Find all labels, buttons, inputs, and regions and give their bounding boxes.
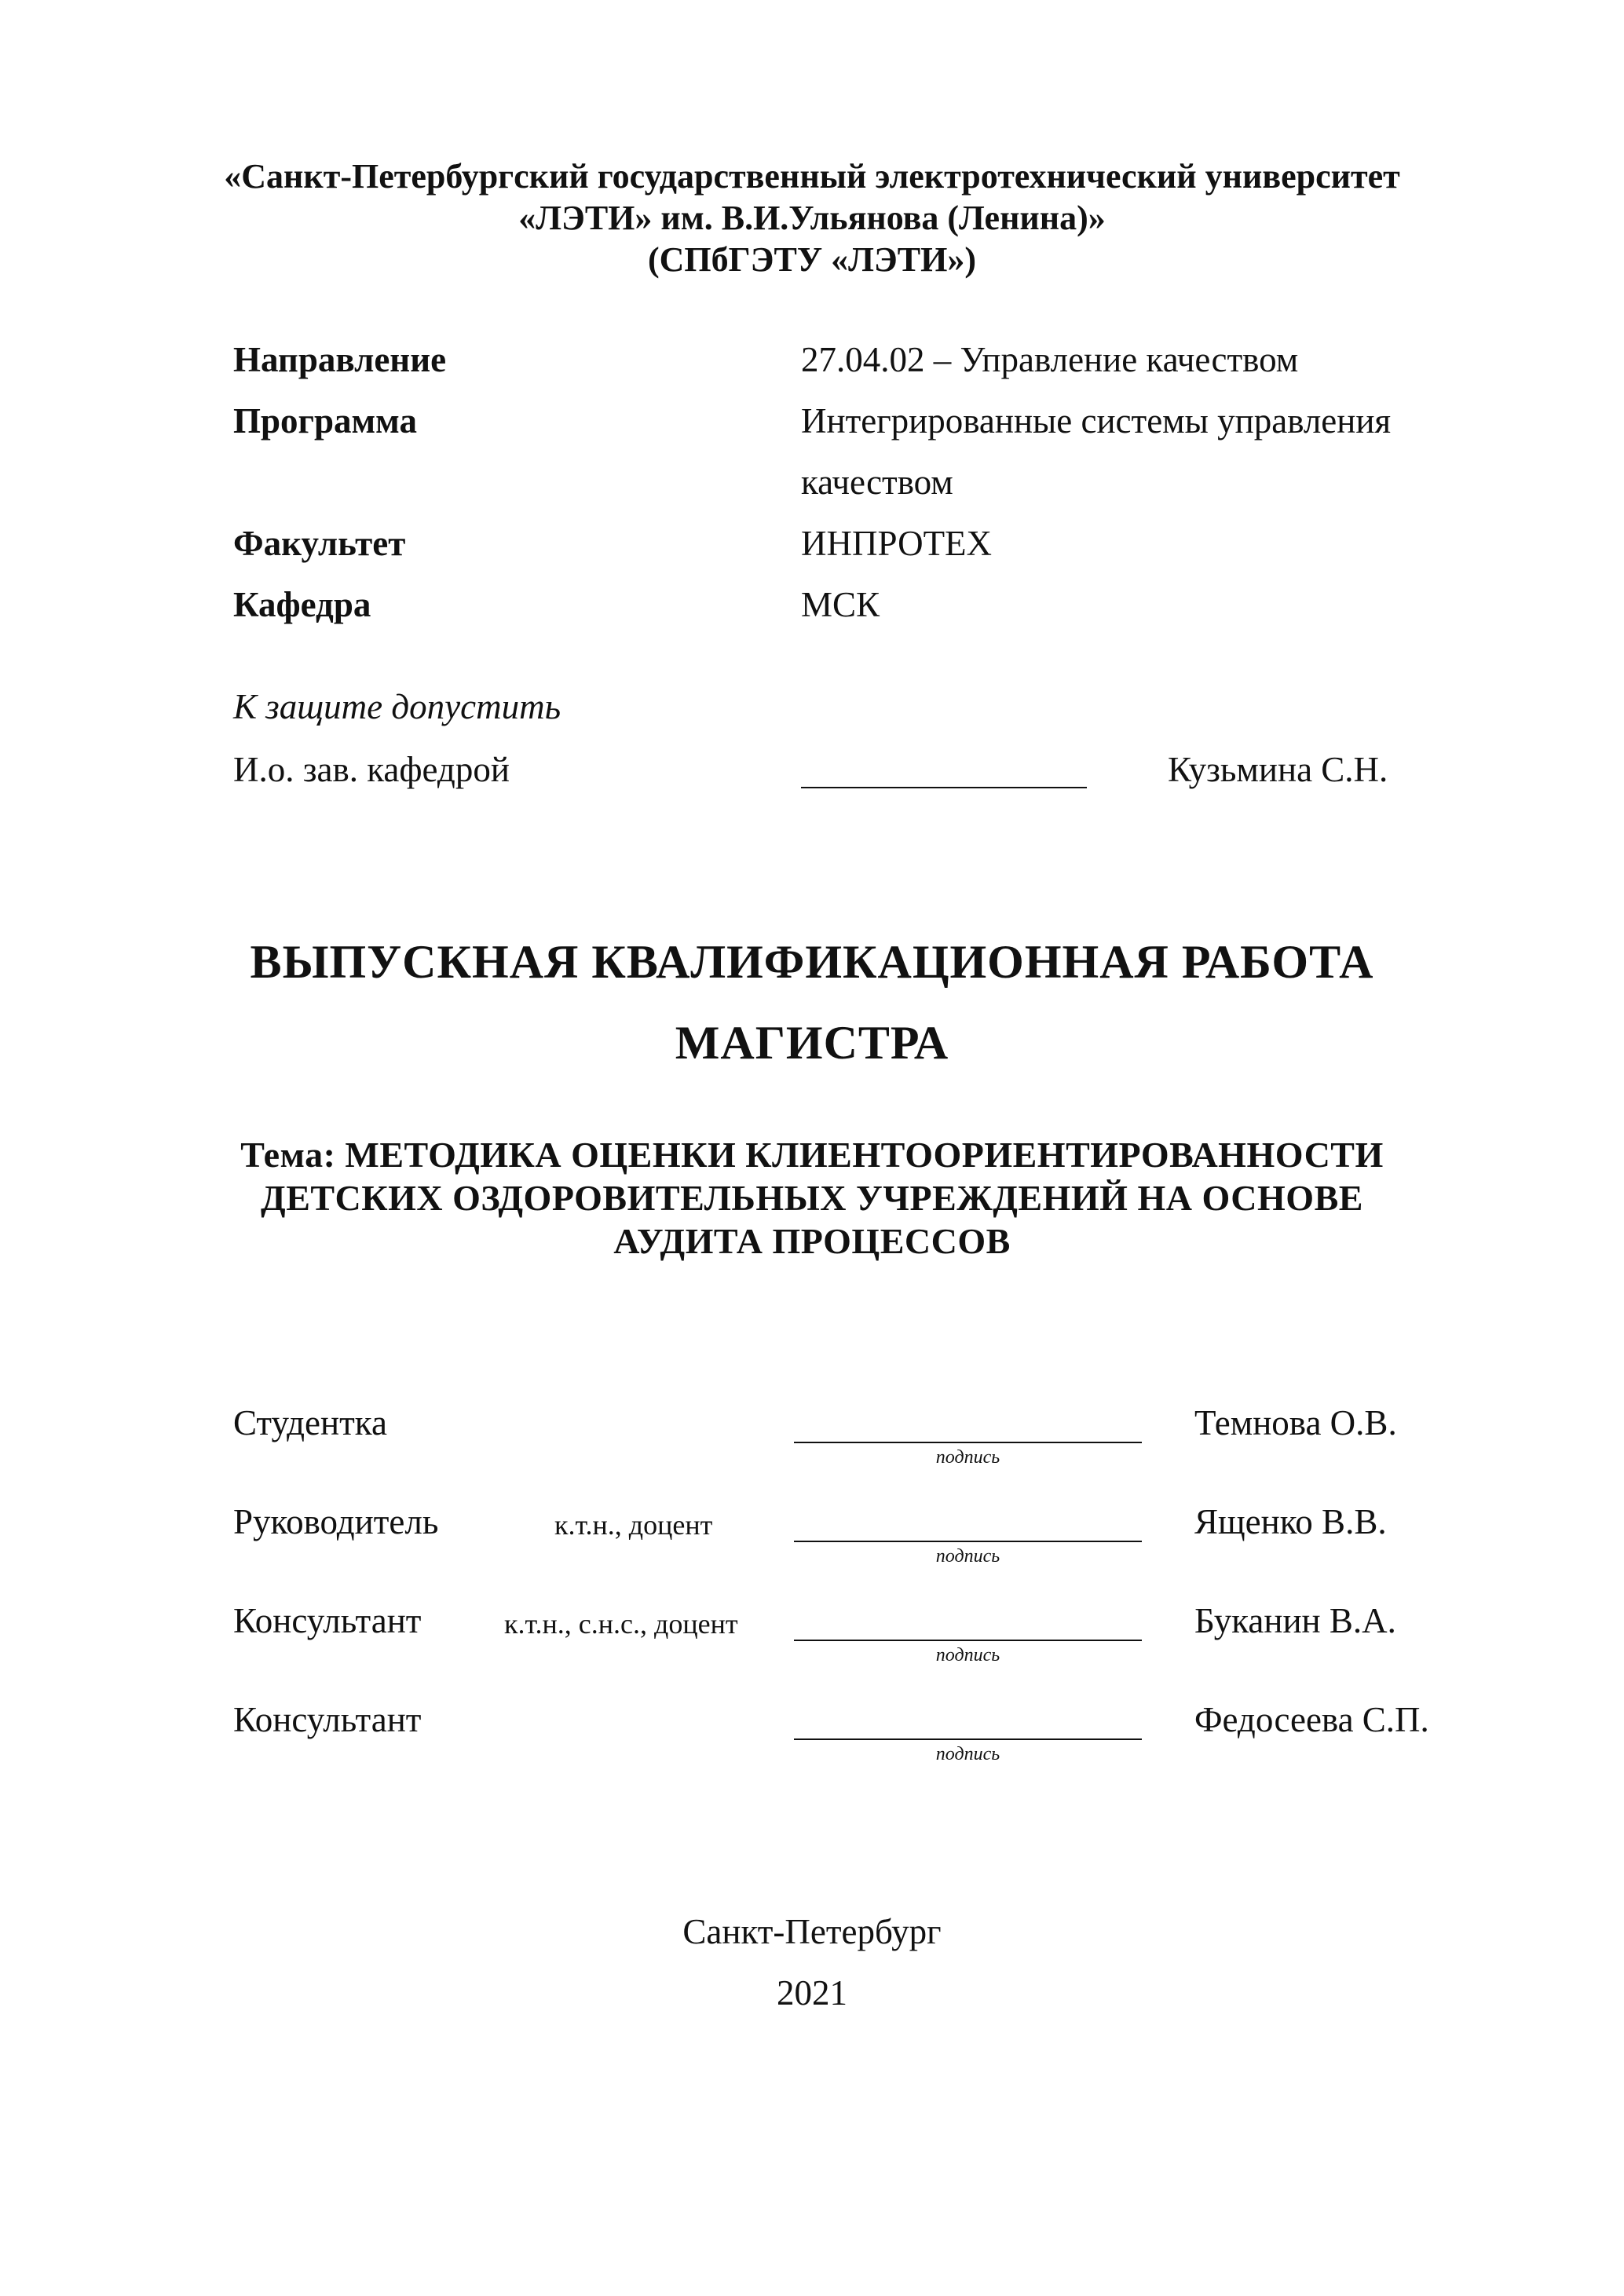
signature-name-consultant-1: Буканин В.А. xyxy=(1194,1601,1396,1640)
theme-line3: АУДИТА ПРОЦЕССОВ xyxy=(613,1221,1011,1261)
approval-name: Кузьмина С.Н. xyxy=(1168,750,1388,789)
signature-line-consultant-2 xyxy=(794,1738,1142,1740)
signature-role-consultant-2: Консультант xyxy=(233,1700,422,1739)
signature-caption-student: подпись xyxy=(935,1447,1000,1468)
signature-degree-consultant-1: к.т.н., с.н.с., доцент xyxy=(504,1608,738,1640)
signature-line-consultant-1 xyxy=(794,1640,1142,1641)
theme-line2: ДЕТСКИХ ОЗДОРОВИТЕЛЬНЫХ УЧРЕЖДЕНИЙ НА ОСНОВЕ xyxy=(261,1178,1363,1218)
program-label: Программа xyxy=(233,401,417,441)
signature-role-student: Студентка xyxy=(233,1403,387,1442)
signature-role-supervisor: Руководитель xyxy=(233,1502,439,1541)
signature-degree-supervisor: к.т.н., доцент xyxy=(554,1509,713,1541)
signature-name-supervisor: Ященко В.В. xyxy=(1194,1502,1387,1541)
university-abbreviation: (СПбГЭТУ «ЛЭТИ») xyxy=(648,240,976,279)
faculty-value: ИНПРОТЕХ xyxy=(801,524,993,563)
signature-line-supervisor xyxy=(794,1541,1142,1542)
signature-name-student: Темнова О.В. xyxy=(1194,1403,1397,1442)
department-label: Кафедра xyxy=(233,585,371,624)
signature-caption-consultant-1: подпись xyxy=(935,1645,1000,1665)
direction-label: Направление xyxy=(233,340,447,379)
signature-line-student xyxy=(794,1442,1142,1443)
program-value: Интегрированные системы управления xyxy=(801,401,1392,441)
signature-caption-supervisor: подпись xyxy=(935,1546,1000,1567)
program-value-cont: качеством xyxy=(801,462,953,502)
signature-caption-consultant-2: подпись xyxy=(935,1744,1000,1764)
signature-role-consultant-1: Консультант xyxy=(233,1601,422,1640)
signature-name-consultant-2: Федосеева С.П. xyxy=(1194,1700,1429,1739)
theme-line1: Тема: МЕТОДИКА ОЦЕНКИ КЛИЕНТООРИЕНТИРОВАННОСТИ xyxy=(240,1135,1384,1175)
university-name-line2: «ЛЭТИ» им. В.И.Ульянова (Ленина)» xyxy=(518,199,1106,237)
approval-signature-line xyxy=(801,787,1087,788)
work-title-line2: МАГИСТРА xyxy=(675,1017,949,1069)
direction-value: 27.04.02 – Управление качеством xyxy=(801,340,1299,379)
footer-year: 2021 xyxy=(777,1973,847,2013)
approval-title: К защите допустить xyxy=(233,687,561,726)
faculty-label: Факультет xyxy=(233,524,406,563)
approval-role: И.о. зав. кафедрой xyxy=(233,750,510,789)
university-name-line1: «Санкт-Петербургский государственный электротехнический университет xyxy=(224,157,1400,196)
footer-city: Санкт-Петербург xyxy=(682,1912,942,1951)
work-title-line1: ВЫПУСКНАЯ КВАЛИФИКАЦИОННАЯ РАБОТА xyxy=(250,936,1374,988)
department-value: МСК xyxy=(801,585,880,624)
